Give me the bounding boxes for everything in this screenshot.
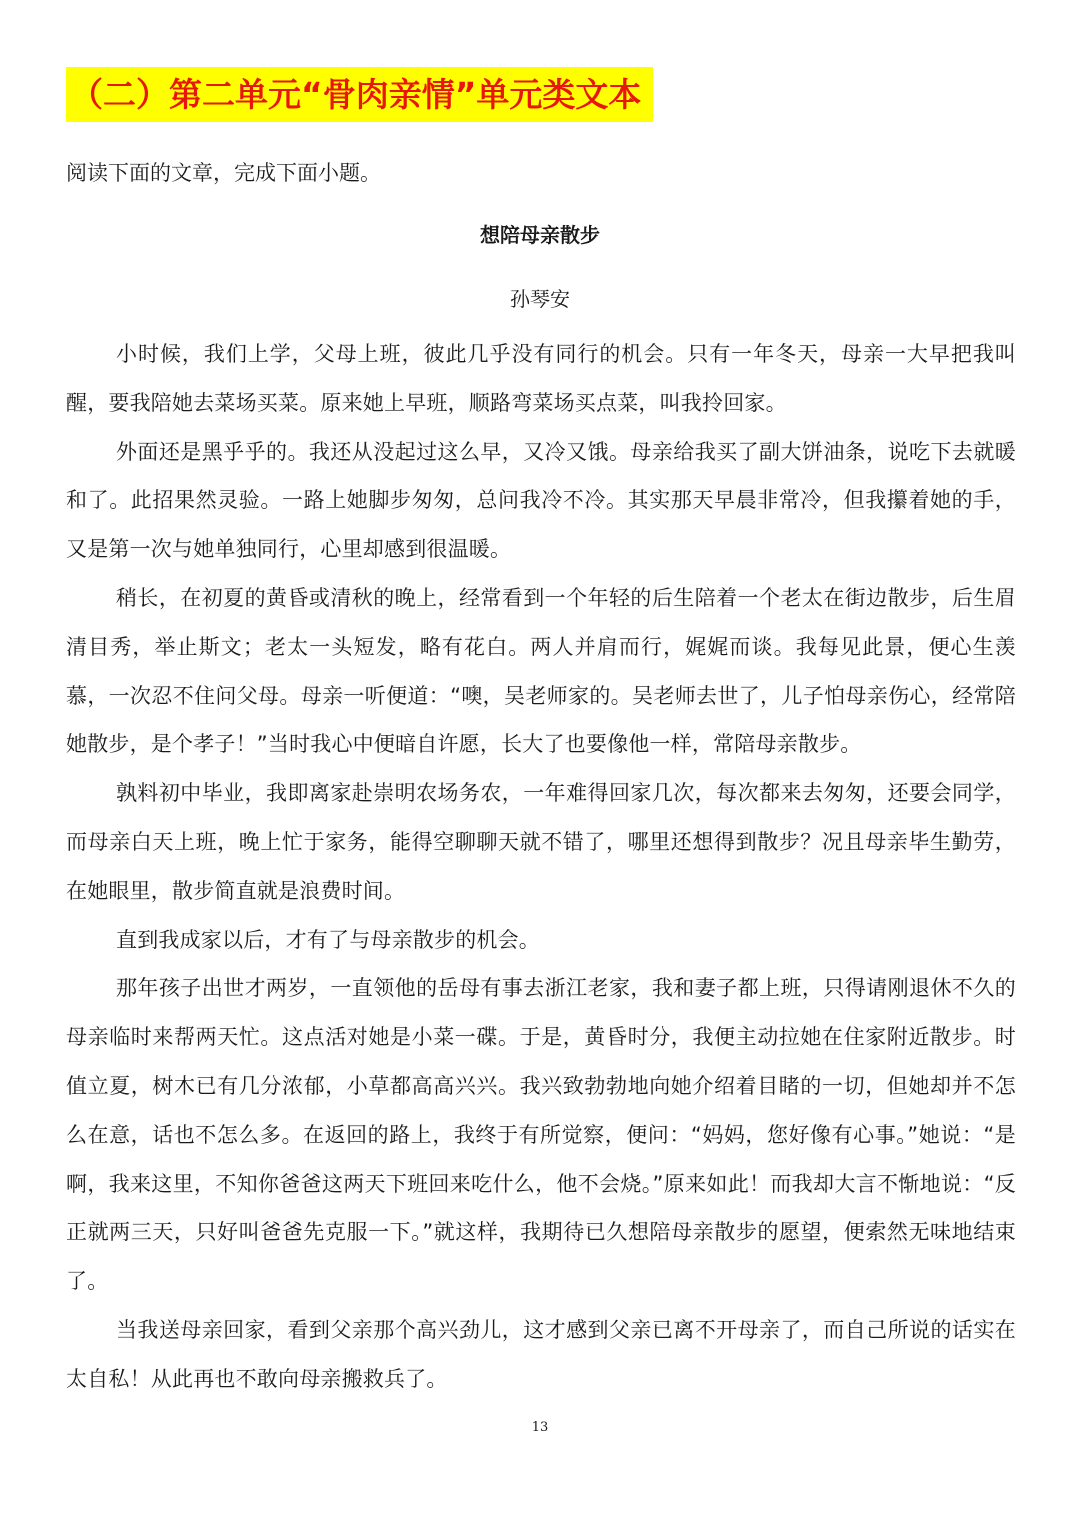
article-body — [66, 330, 1016, 1404]
paragraph: 稍长，在初夏的黄昏或清秋的晚上，经常看到一个年轻的后生陪着一个老太在街边散步，后生眉清目秀，举止斯文；老太一头短发，略有花白。两人并肩而行，娓娓而谈。我每见此景，便心生羡慕，一次忍不住问父母。母亲一听便道：“噢，吴老师家的。吴老师去世了，儿子怕母亲伤心，经常陪她散步，是个孝子！”当时我心中便暗自许愿，长大了也要像他一样，常陪母亲散步。 — [66, 585, 1016, 757]
paragraph: 小时候，我们上学，父母上班，彼此几乎没有同行的机会。只有一年冬天，母亲一大早把我叫醒，要我陪她去菜场买菜。原来她上早班，顺路弯菜场买点菜，叫我拎回家。 — [66, 342, 1016, 415]
page-number: 13 — [531, 1420, 549, 1435]
reading-instruction: 阅读下面的文章，完成下面小题。 — [66, 161, 381, 185]
paragraph: 当我送母亲回家，看到父亲那个高兴劲儿，这才感到父亲已离不开母亲了，而自己所说的话实在太自私！从此再也不敢向母亲搬救兵了。 — [66, 1317, 1016, 1391]
article-author: 孙琴安 — [510, 287, 570, 311]
paragraph: 孰料初中毕业，我即离家赴崇明农场务农，一年难得回家几次，每次都来去匆匆，还要会同学，而母亲白天上班，晚上忙于家务，能得空聊聊天就不错了，哪里还想得到散步？况且母亲毕生勤劳，在她眼里，散步简直就是浪费时间。 — [66, 781, 1016, 903]
paragraph: 那年孩子出世才两岁，一直领他的岳母有事去浙江老家，我和妻子都上班，只得请刚退休不久的母亲临时来帮两天忙。这点活对她是小菜一碟。于是，黄昏时分，我便主动拉她在住家附近散步。时值立夏，树木已有几分浓郁，小草都高高兴兴。我兴致勃勃地向她介绍着目睹的一切，但她却并不怎么在意，话也不怎么多。在返回的路上，我终于有所觉察，便问：“妈妈，您好像有心事。”她说：“是啊，我来这里，不知你爸爸这两天下班回来吃什么，他不会烧。”原来如此！而我却大言不惭地说：“反正就两三天，只好叫爸爸先克服一下。”就这样，我期待已久想陪母亲散步的愿望，便索然无味地结束了。 — [66, 976, 1016, 1294]
section-title-banner — [66, 67, 653, 122]
section-title: （二）第二单元“骨肉亲情”单元类文本 — [70, 75, 642, 114]
article-title: 想陪母亲散步 — [480, 223, 600, 247]
paragraph: 外面还是黑乎乎的。我还从没起过这么早，又冷又饿。母亲给我买了副大饼油条，说吃下去就暖和了。此招果然灵验。一路上她脚步匆匆，总问我冷不冷。其实那天早晨非常冷，但我攥着她的手，又是第一次与她单独同行，心里却感到很温暖。 — [66, 439, 1016, 562]
paragraph: 直到我成家以后，才有了与母亲散步的机会。 — [116, 927, 540, 952]
